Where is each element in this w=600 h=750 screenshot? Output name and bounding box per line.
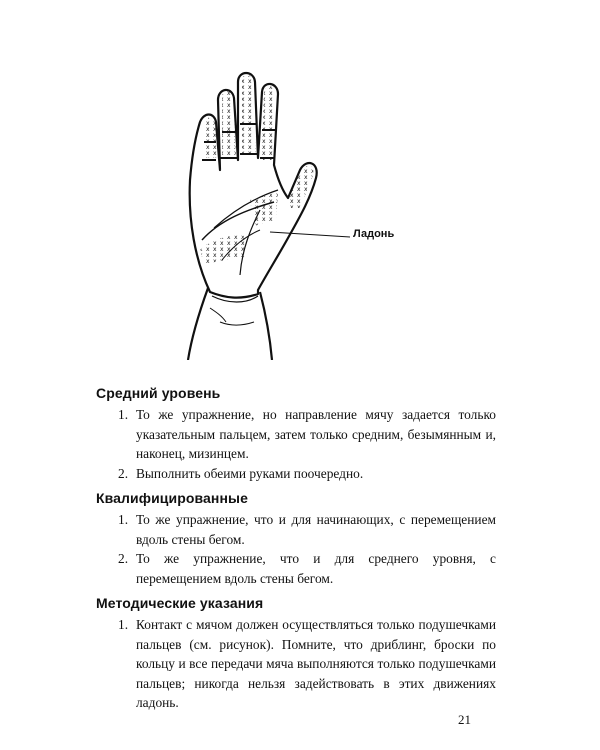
item-number: 1. — [118, 407, 129, 422]
section-guidelines — [96, 595, 496, 713]
section-heading: Методические указания — [96, 595, 264, 611]
exercise-list — [96, 510, 496, 588]
item-text: Контакт с мячом должен осуществляться только подушечками пальцев (см. рисунок). Помните, что дриблинг, броски по кольцу и все передачи мяча выполняются только подушечками пальцев; никогда нельзя задействовать в этих движениях ладонь. — [136, 617, 496, 710]
section-intermediate — [96, 385, 496, 483]
list-item — [96, 615, 496, 713]
section-qualified — [96, 490, 496, 588]
section-heading: Квалифицированные — [96, 490, 248, 506]
item-text: То же упражнение, но направление мячу задается только указательным пальцем, затем только средним, безымянным и, наконец, мизинцем. — [136, 407, 496, 461]
item-number: 1. — [118, 512, 129, 527]
page-number: 21 — [458, 712, 471, 727]
item-number: 2. — [118, 551, 129, 566]
list-item — [96, 549, 496, 588]
item-text: То же упражнение, что и для начинающих, с перемещением вдоль стены бегом. — [136, 512, 496, 547]
list-item — [96, 405, 496, 464]
guideline-list — [96, 615, 496, 713]
list-item — [96, 510, 496, 549]
list-item — [96, 464, 496, 484]
exercise-list — [96, 405, 496, 483]
item-number: 1. — [118, 617, 129, 632]
hand-drawing — [150, 60, 450, 360]
hand-illustration — [150, 60, 450, 360]
item-text: Выполнить обеими руками поочередно. — [136, 465, 364, 481]
palm-callout-label: Ладонь — [353, 228, 395, 240]
item-text: То же упражнение, что и для среднего уровня, с перемещением вдоль стены бегом. — [136, 551, 496, 586]
item-number: 2. — [118, 465, 129, 481]
section-heading: Средний уровень — [96, 385, 221, 401]
